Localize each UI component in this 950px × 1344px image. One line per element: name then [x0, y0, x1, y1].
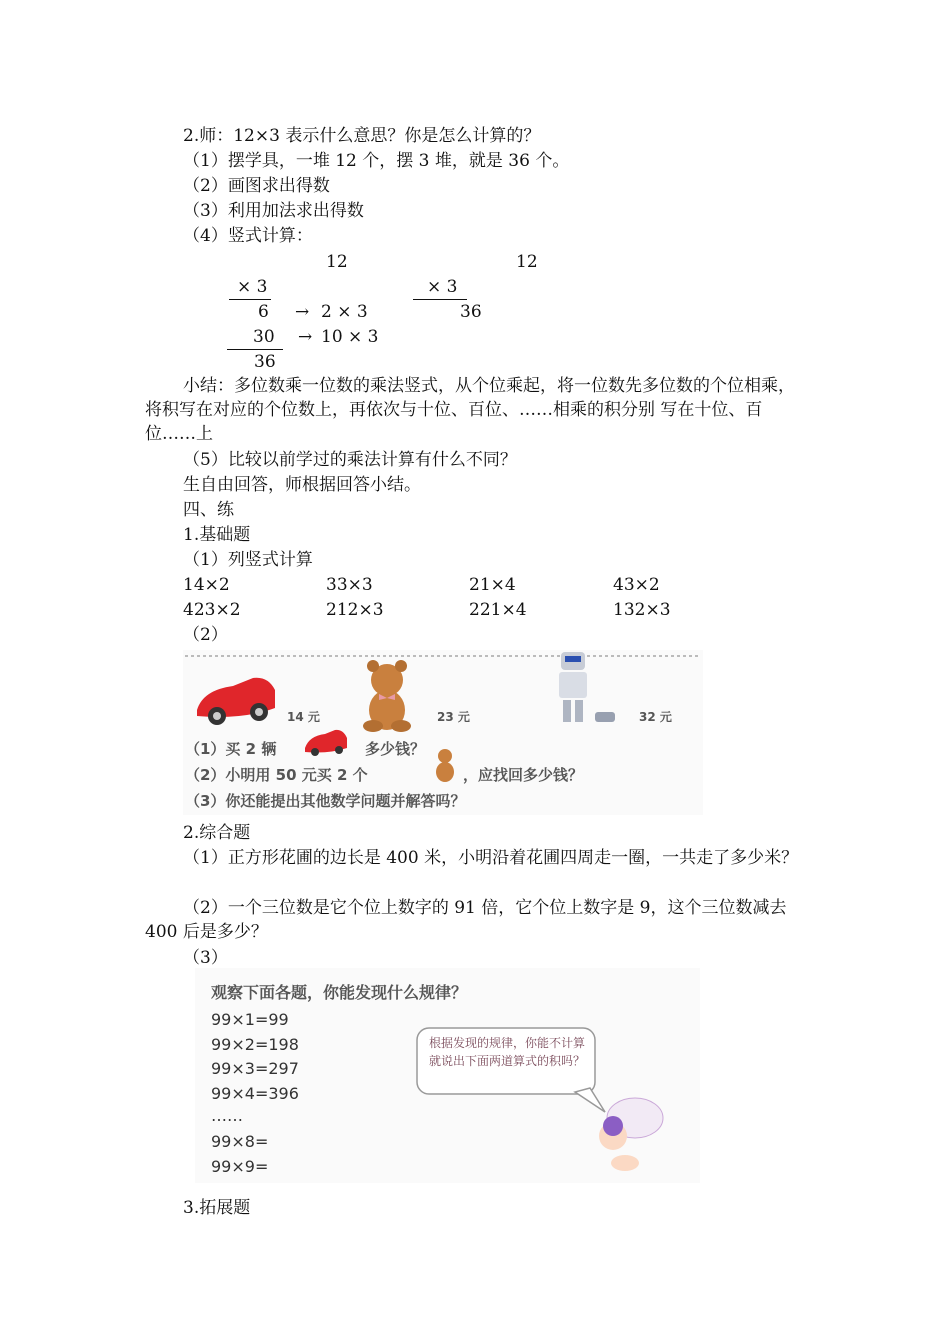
teddy-bear-icon — [363, 660, 411, 732]
calc-b-result: 36 — [460, 302, 482, 322]
basic-heading: 1.基础题 — [183, 525, 251, 545]
speech-bubble-illustration — [195, 968, 700, 1183]
exercise-item: 423×2 — [183, 600, 241, 620]
calc-a-partial-1: 6 — [258, 302, 269, 322]
summary-paragraph: 小结：多位数乘一位数的乘法竖式，从个位乘起，将一位数先多位数的个位相乘，将积写在对应的个位数上，再依次与十位、百位、……相乘的积分别 写在十位、百位……上 — [145, 376, 795, 444]
toy-question-1b: 多少钱？ — [365, 740, 426, 758]
robot-icon — [559, 652, 615, 722]
toy-question-2b: ，应找回多少钱？ — [463, 766, 584, 784]
exercise-item: 21×4 — [469, 575, 516, 595]
comprehensive-question-3-label: （3） — [183, 948, 228, 968]
pattern-equation: 99×8= — [211, 1132, 269, 1151]
toy-car-icon — [305, 730, 347, 756]
calc-a-partial-2-note: 10 × 3 — [321, 327, 379, 347]
calc-a-top: 12 — [326, 252, 348, 272]
calc-a-partial-2: 30 — [227, 325, 283, 350]
exercise-item: 132×3 — [613, 600, 671, 620]
price-label: 23 元 — [437, 710, 470, 724]
method-2: （2）画图求出得数 — [183, 176, 330, 196]
comprehensive-question-2: （2）一个三位数是它个位上数字的 91 倍，它个位上数字是 9，这个三位数减去 400 后是多少？ — [145, 898, 787, 942]
extension-heading: 3.拓展题 — [183, 1198, 251, 1218]
method-5: （5）比较以前学过的乘法计算有什么不同？ — [183, 450, 517, 470]
method-3: （3）利用加法求出得数 — [183, 201, 364, 221]
pattern-figure — [195, 968, 700, 1183]
comprehensive-question-1: （1）正方形花圃的边长是 400 米，小明沿着花圃四周走一圈，一共走了多少米？ — [183, 848, 799, 868]
calc-a-multiplier: × 3 — [229, 275, 271, 300]
comprehensive-heading: 2.综合题 — [183, 823, 251, 843]
pattern-equation: 99×2=198 — [211, 1035, 299, 1054]
exercise-2-label: （2） — [183, 625, 228, 645]
method-1: （1）摆学具，一堆 12 个，摆 3 堆，就是 36 个。 — [183, 151, 570, 171]
toy-question-3: （3）你还能提出其他数学问题并解答吗？ — [185, 792, 466, 810]
pattern-equation: …… — [211, 1106, 243, 1125]
angel-icon — [599, 1098, 663, 1171]
teddy-bear-icon — [436, 749, 454, 782]
pattern-equation: 99×4=396 — [211, 1084, 299, 1103]
pattern-equation: 99×1=99 — [211, 1010, 289, 1029]
exercise-item: 33×3 — [326, 575, 373, 595]
exercise-item: 43×2 — [613, 575, 660, 595]
exercise-item: 221×4 — [469, 600, 527, 620]
toy-car-icon — [197, 678, 275, 725]
calc-b-top: 12 — [516, 252, 538, 272]
teacher-question: 2.师：12×3 表示什么意思？你是怎么计算的？ — [183, 126, 541, 146]
pattern-equation: 99×9= — [211, 1157, 269, 1176]
arrow-icon: → — [298, 327, 313, 347]
price-label: 32 元 — [639, 710, 672, 724]
calc-a-partial-1-note: 2 × 3 — [321, 302, 368, 322]
student-answer: 生自由回答，师根据回答小结。 — [183, 475, 421, 495]
toy-price-figure — [183, 650, 703, 815]
pattern-equation: 99×3=297 — [211, 1059, 299, 1078]
price-label: 14 元 — [287, 710, 320, 724]
section-heading-practice: 四、练 — [183, 500, 234, 520]
toy-question-2a: （2）小明用 50 元买 2 个 — [185, 766, 368, 784]
exercise-1-label: （1）列竖式计算 — [183, 550, 313, 570]
arrow-icon: → — [295, 302, 310, 322]
speech-bubble-text: 根据发现的规律，你能不计算就说出下面两道算式的积吗？ — [429, 1036, 586, 1068]
method-4: （4）竖式计算： — [183, 226, 313, 246]
calc-a-sum: 36 — [254, 352, 276, 372]
pattern-title: 观察下面各题，你能发现什么规律？ — [211, 983, 468, 1002]
exercise-item: 212×3 — [326, 600, 384, 620]
exercise-item: 14×2 — [183, 575, 230, 595]
toy-question-1a: （1）买 2 辆 — [185, 740, 277, 758]
calc-b-multiplier: × 3 — [413, 275, 467, 300]
